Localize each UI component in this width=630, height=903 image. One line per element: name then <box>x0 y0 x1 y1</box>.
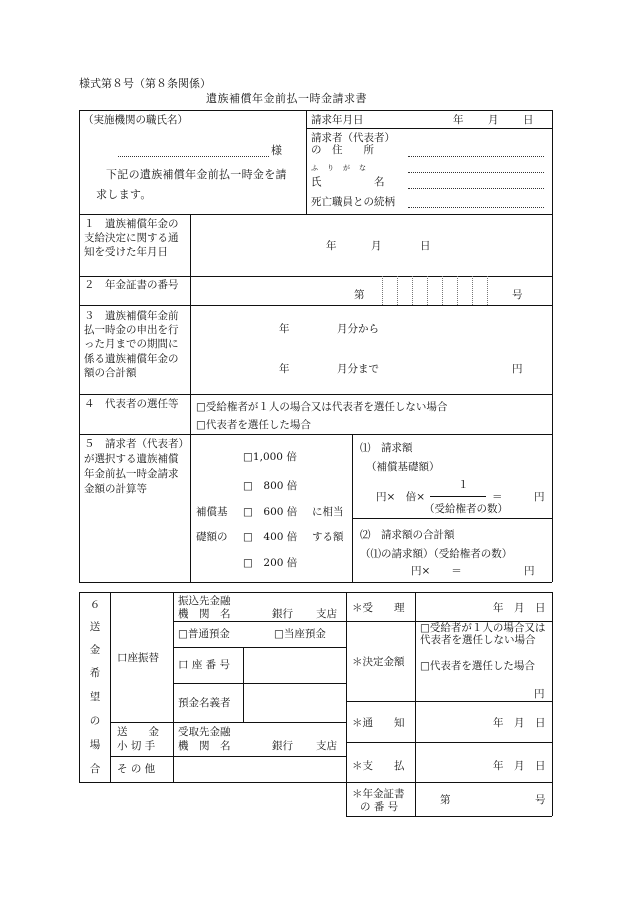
form-number: 様式第８号（第８条関係） <box>79 77 211 90</box>
table-border-right <box>552 110 553 582</box>
row1-label: １ 遺族補償年金の支給決定に関する通知を受けた年月日 <box>84 218 179 259</box>
org-name-field[interactable] <box>118 156 269 157</box>
relation-label: 死亡職員との続柄 <box>311 196 395 208</box>
row3-label: ３ 遺族補償年金前払一時金の申出を行った月までの期間に係る遺族補償年金の額の合計額 <box>84 310 179 379</box>
form-title: 遺族補償年金前払一時金請求書 <box>206 92 367 105</box>
calc1-title: ⑴ 請求額 <box>360 442 413 454</box>
address-label: の 住 所 <box>311 144 374 156</box>
relation-field[interactable] <box>408 207 544 208</box>
row5-label: ５ 請求者（代表者）が選択する遺族補償年金前払一時金請求金額の計算等 <box>84 438 184 495</box>
name-field[interactable] <box>408 188 544 189</box>
furigana-label: ふ り が な <box>311 164 367 172</box>
account-type-futsu[interactable]: □普通預金 <box>178 628 230 640</box>
page: 様式第８号（第８条関係） 遺族補償年金前払一時金請求書 （実施機関の職氏名） 様 下記の遺族補償年金前払一時金を請求します。 請求年月日 年 月 日 請求者（代表者） の 住 所 ふ り が な 氏 名 死亡職員との続柄 １ 遺族補償年金の支給決定に関する通知を受けた年月日 年 月 日 ２ 年金証書の番号 第 号 ３ 遺族補償年金前払一時金の申出を行った月までの期間に係る遺族補償年金の額の合計額 年 月分から 年 月分まで 円 ４ 代表者の選任等 □受給権者が１人の場合又は代表者を選任しない場合 □代表者を選任した場合 ５ 請求者（代表者）が選択する遺族補償年金前払一時金請求金額の計算等 □1,000 倍 □ 800 倍 □ 600 倍 □ 400 倍 □ 200 倍 補償基 礎額の に相当 する額 ⑴ 請求額 （補償基礎額） １ 円× 倍× ＝ 円 （受給権者の数） ⑵ 請求額の合計額 （⑴の請求額）（受給権者の数） 円× ＝ 円 ６ 送 金 希 望 の 場 合 口座振替 振込先金融 機 関 名 銀行 支店 □普通預金 □当座預金 口 座 番 号 預金名義者 送 金 小 切 手 受取先金融 機 関 名 銀行 支店 そ の 他 ＊受 理 年 月 日 ＊決定金額 □受給者が１人の場合又は代表者を選任しない場合 □代表者を選任した場合 円 ＊通 知 年 月 日 ＊支 払 年 月 日 ＊年金証書 の 番 号 第 号 <box>0 0 630 903</box>
representative-option-selected[interactable]: □代表者を選任した場合 <box>196 419 311 431</box>
multiple-option-800[interactable]: □ 800 倍 <box>243 480 298 492</box>
request-text: 下記の遺族補償年金前払一時金を請求します。 <box>96 168 287 201</box>
multiple-option-200[interactable]: □ 200 倍 <box>243 557 298 569</box>
representative-option-single[interactable]: □受給権者が１人の場合又は代表者を選任しない場合 <box>196 401 448 413</box>
multiple-option-400[interactable]: □ 400 倍 <box>243 531 298 543</box>
account-type-toza[interactable]: □当座預金 <box>274 628 326 640</box>
org-label: （実施機関の職氏名） <box>83 114 188 126</box>
address-field[interactable] <box>408 156 544 157</box>
calc2-title: ⑵ 請求額の合計額 <box>360 529 455 541</box>
furigana-field[interactable] <box>408 172 544 173</box>
multiple-option-1000[interactable]: □1,000 倍 <box>243 451 297 463</box>
other-method-field[interactable] <box>174 757 345 781</box>
table-border-bottom <box>79 582 552 583</box>
claimant-label: 請求者（代表者） <box>311 132 395 144</box>
koza-label: 口座振替 <box>117 652 159 664</box>
account-number-field[interactable] <box>244 648 345 682</box>
date-label: 請求年月日 <box>311 114 364 126</box>
multiple-option-600[interactable]: □ 600 倍 <box>243 506 298 518</box>
name-label: 氏 名 <box>311 176 385 188</box>
table-border-left <box>79 110 80 582</box>
row4-label: ４ 代表者の選任等 <box>84 398 179 410</box>
bottom-table-top <box>79 592 552 593</box>
sama-label: 様 <box>271 144 282 157</box>
account-holder-field[interactable] <box>244 684 345 721</box>
table-border-top <box>79 110 552 111</box>
row2-label: ２ 年金証書の番号 <box>84 279 179 291</box>
